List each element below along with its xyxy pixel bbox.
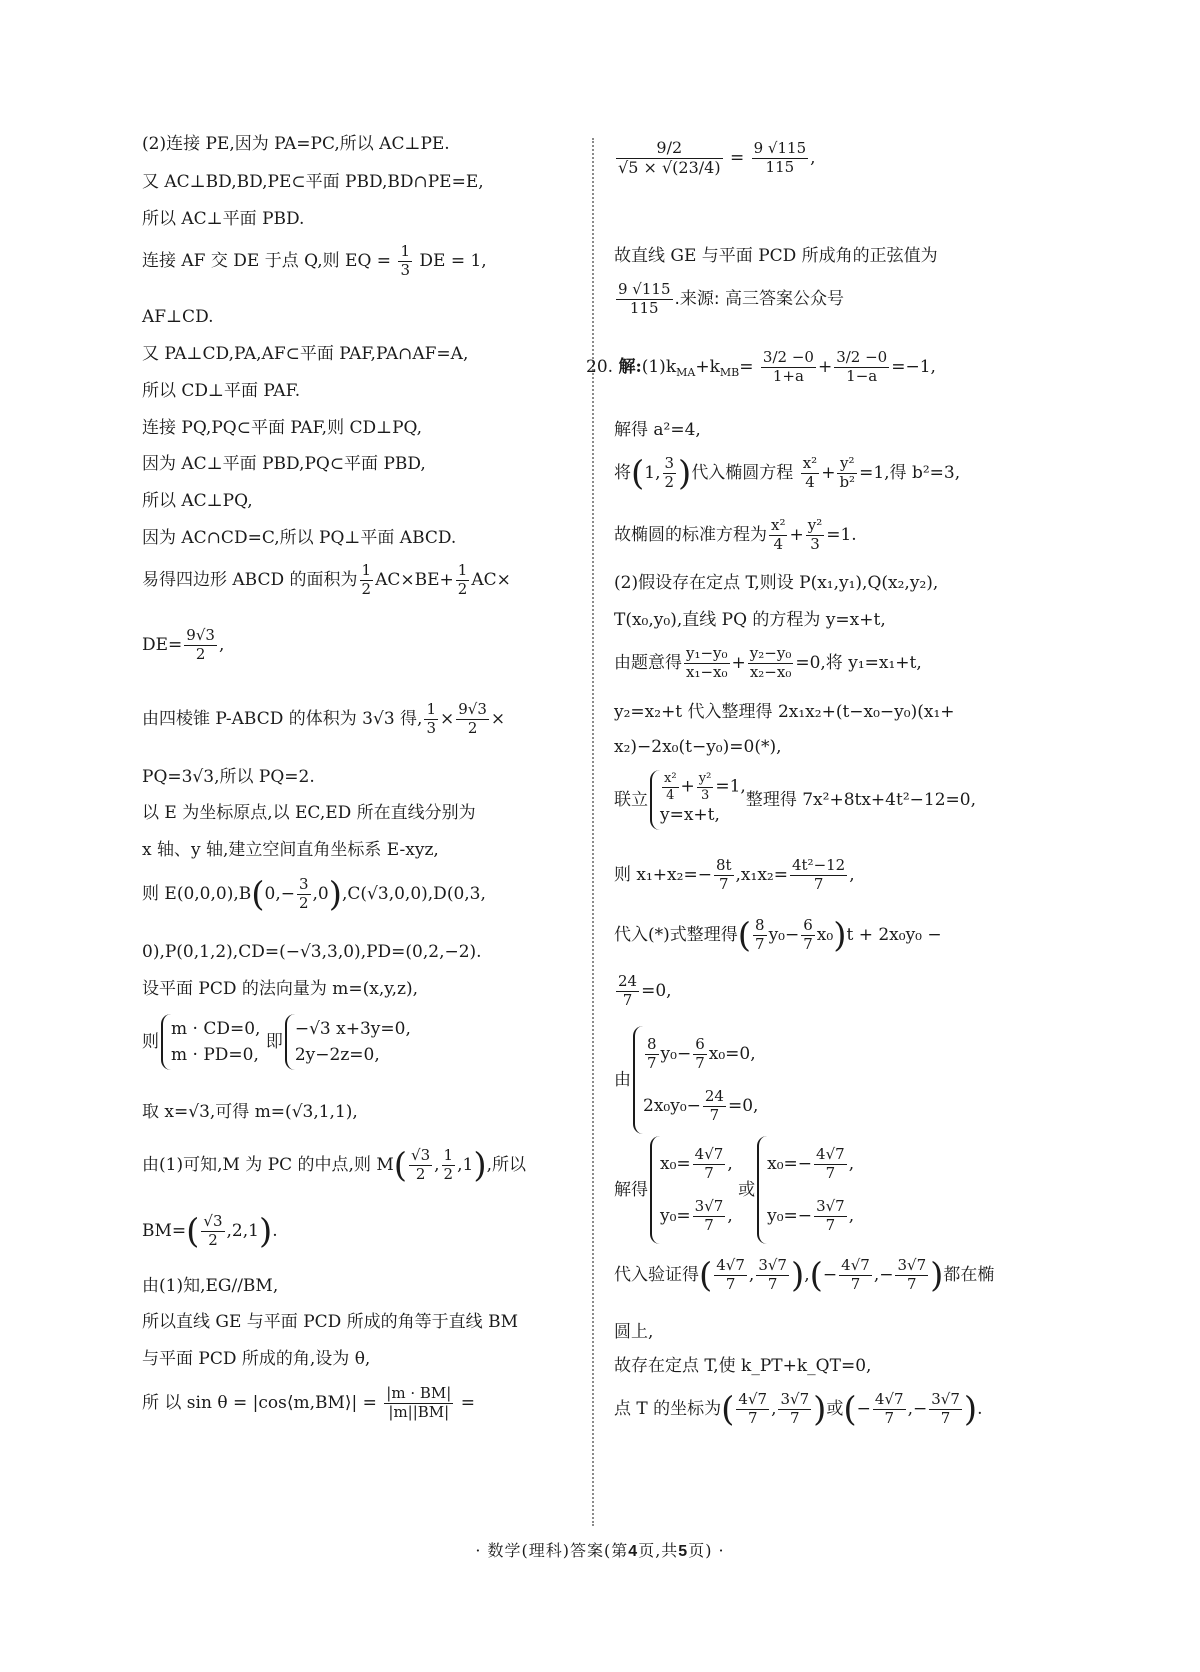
text-line: 0),P(0,1,2),CD=(−√3,3,0),PD=(0,2,−2). [142,942,482,962]
question-20-line: 20. 解$:(1)k_{MA}+k_{MB}=$ $\frac{3/2 -0}{1+a}$ + $\frac{3/2 -0}{1-a}$ =−1, [586,348,936,385]
text-line: 所以 AC⊥平面 PBD. [142,209,305,229]
text-line: 连接 PQ,PQ⊂平面 PAF,则 CD⊥PQ, [142,418,423,438]
text-line: 故直线 GE 与平面 PCD 所成角的正弦值为 [614,246,938,266]
text-line: 以 E 为坐标原点,以 EC,ED 所在直线分别为 [142,803,476,823]
text-line: x₂)−2x₀(t−y₀)=0(*), [614,737,782,757]
system-equations: 联立 $\frac{\text{x²}}{4}$ + $\frac{\text{y²}}{3}$ =1, y=x+t, 整理得 7x²+8tx+4t²−12=0, [614,770,976,830]
text-line: 圆上, [614,1322,654,1342]
text-line: 又 PA⊥CD,PA,AF⊂平面 PAF,PA∩AF=A, [142,344,469,364]
text-line: 解得 a²=4, [614,420,701,440]
math-line: 则 x₁+x₂=− $\frac{8t}{7}$ ,x₁x₂= $\frac{\text{4t²−12}}{7}$ , [614,856,855,893]
text-line: x 轴、y 轴,建立空间直角坐标系 E-xyz, [142,840,439,860]
text-line: 所以直线 GE 与平面 PCD 所成的角等于直线 BM [142,1312,518,1332]
text-line: 与平面 PCD 所成的角,设为 θ, [142,1349,371,1369]
text-line: 所以 CD⊥平面 PAF. [142,381,301,401]
system-solutions: 解得 x₀= $\frac{4√7}{7}$ , y₀= $\frac{3√7}{7}$ , 或 x₀=− $\frac{4√7}{7}$ , y₀=− $\frac{3√7}{7}$ , [614,1136,854,1244]
text-line: (2)假设存在定点 T,则设 P(x₁,y₁),Q(x₂,y₂), [614,573,939,593]
math-line: 代入验证得( $\frac{4√7}{7}$ , $\frac{3√7}{7}$ ),(− $\frac{4√7}{7}$ ,− $\frac{3√7}{7}$ )都在椭 [614,1255,995,1296]
text-line: 取 x=√3,可得 m=(√3,1,1), [142,1102,358,1122]
text-line: PQ=3√3,所以 PQ=2. [142,767,315,787]
math-line: 由(1)可知,M 为 PC 的中点,则 M( $\frac{√3}{2}$ , $\frac{1}{2}$ ,1),所以 [142,1145,526,1186]
math-line: 由四棱锥 P-ABCD 的体积为 3√3 得, $\frac{1}{3}$ × $\frac{9√3}{2}$ × [142,700,506,737]
text-line: 又 AC⊥BD,BD,PE⊂平面 PBD,BD∩PE=E, [142,172,484,192]
math-line: 连接 AF 交 DE 于点 Q,则 EQ = $\frac{1}{3}$ DE = 1, [142,242,487,279]
math-line: $\frac{9 √115}{115}$ .来源: 高三答案公众号 [618,280,845,317]
page-number: 4 [628,1543,639,1560]
text-line: 由(1)知,EG//BM, [142,1276,279,1296]
column-divider [592,138,594,1526]
math-line: DE= $\frac{9√3}{2}$ , [142,626,225,663]
text-line: AF⊥CD. [142,307,214,327]
system-equations: 则 m · CD=0, m · PD=0, 即 −√3 x+3y=0, 2y−2z=0, [142,1014,411,1070]
system-equations: 由 $\frac{8}{7}$ y₀− $\frac{6}{7}$ x₀=0, 2x₀y₀− $\frac{24}{7}$ =0, [614,1026,758,1134]
text-line: (2)连接 PE,因为 PA=PC,所以 AC⊥PE. [142,134,450,154]
math-line: $\frac{9/2}{√5 \times √(23/4)}$ = $\frac{9 √115}{115}$ , [618,138,816,177]
math-line: 点 T 的坐标为( $\frac{4√7}{7}$ , $\frac{3√7}{7}$ )或(− $\frac{4√7}{7}$ ,− $\frac{3√7}{7}$ ). [614,1389,983,1430]
math-line: BM=( $\frac{√3}{2}$ ,2,1). [142,1211,278,1252]
math-line: 故椭圆的标准方程为 $\frac{\text{x²}}{4}$ + $\frac{\text{y²}}{3}$ =1. [614,516,857,553]
text-line: y₂=x₂+t 代入整理得 2x₁x₂+(t−x₀−y₀)(x₁+ [614,702,955,722]
text-line: 所以 AC⊥PQ, [142,491,253,511]
text-line: 因为 AC⊥平面 PBD,PQ⊂平面 PBD, [142,454,426,474]
math-line: 将(1, $\frac{3}{2}$ )代入椭圆方程 $\frac{\text{x²}}{4}$ + $\frac{\text{y²}}{\text{b²}}$ =1,得 b²=3, [614,453,961,494]
text-line: 故存在定点 T,使 k_PT+k_QT=0, [614,1356,872,1376]
math-line: $\frac{24}{7}$ =0, [618,972,672,1009]
page-footer: · 数学(理科)答案(第4页,共5页) · [475,1541,725,1560]
text-line: T(x₀,y₀),直线 PQ 的方程为 y=x+t, [614,610,886,630]
math-line: 易得四边形 ABCD 的面积为 $\frac{1}{2}$ AC×BE+ $\frac{1}{2}$ AC× [142,561,511,598]
math-line: 则 E(0,0,0),B(0,− $\frac{3}{2}$ ,0),C(√3,0,0),D(0,3, [142,874,486,915]
text-line: 因为 AC∩CD=C,所以 PQ⊥平面 ABCD. [142,528,457,548]
math-line: 代入(*)式整理得( $\frac{8}{7}$ y₀− $\frac{6}{7}$ x₀)t + 2x₀y₀ − [614,915,942,956]
text-line: 设平面 PCD 的法向量为 m=(x,y,z), [142,979,419,999]
math-line: 所 以 sin θ = |cos⟨m,BM⟩| = $\frac{|m \cdot BM|}{|m||BM|}$ = [142,1384,475,1421]
total-pages: 5 [678,1543,689,1560]
math-line: 由题意得 $\frac{\text{y₁−y₀}}{\text{x₁−x₀}}$ + $\frac{\text{y₂−y₀}}{\text{x₂−x₀}}$ =0,将 y₁=x₁+t, [614,644,922,681]
